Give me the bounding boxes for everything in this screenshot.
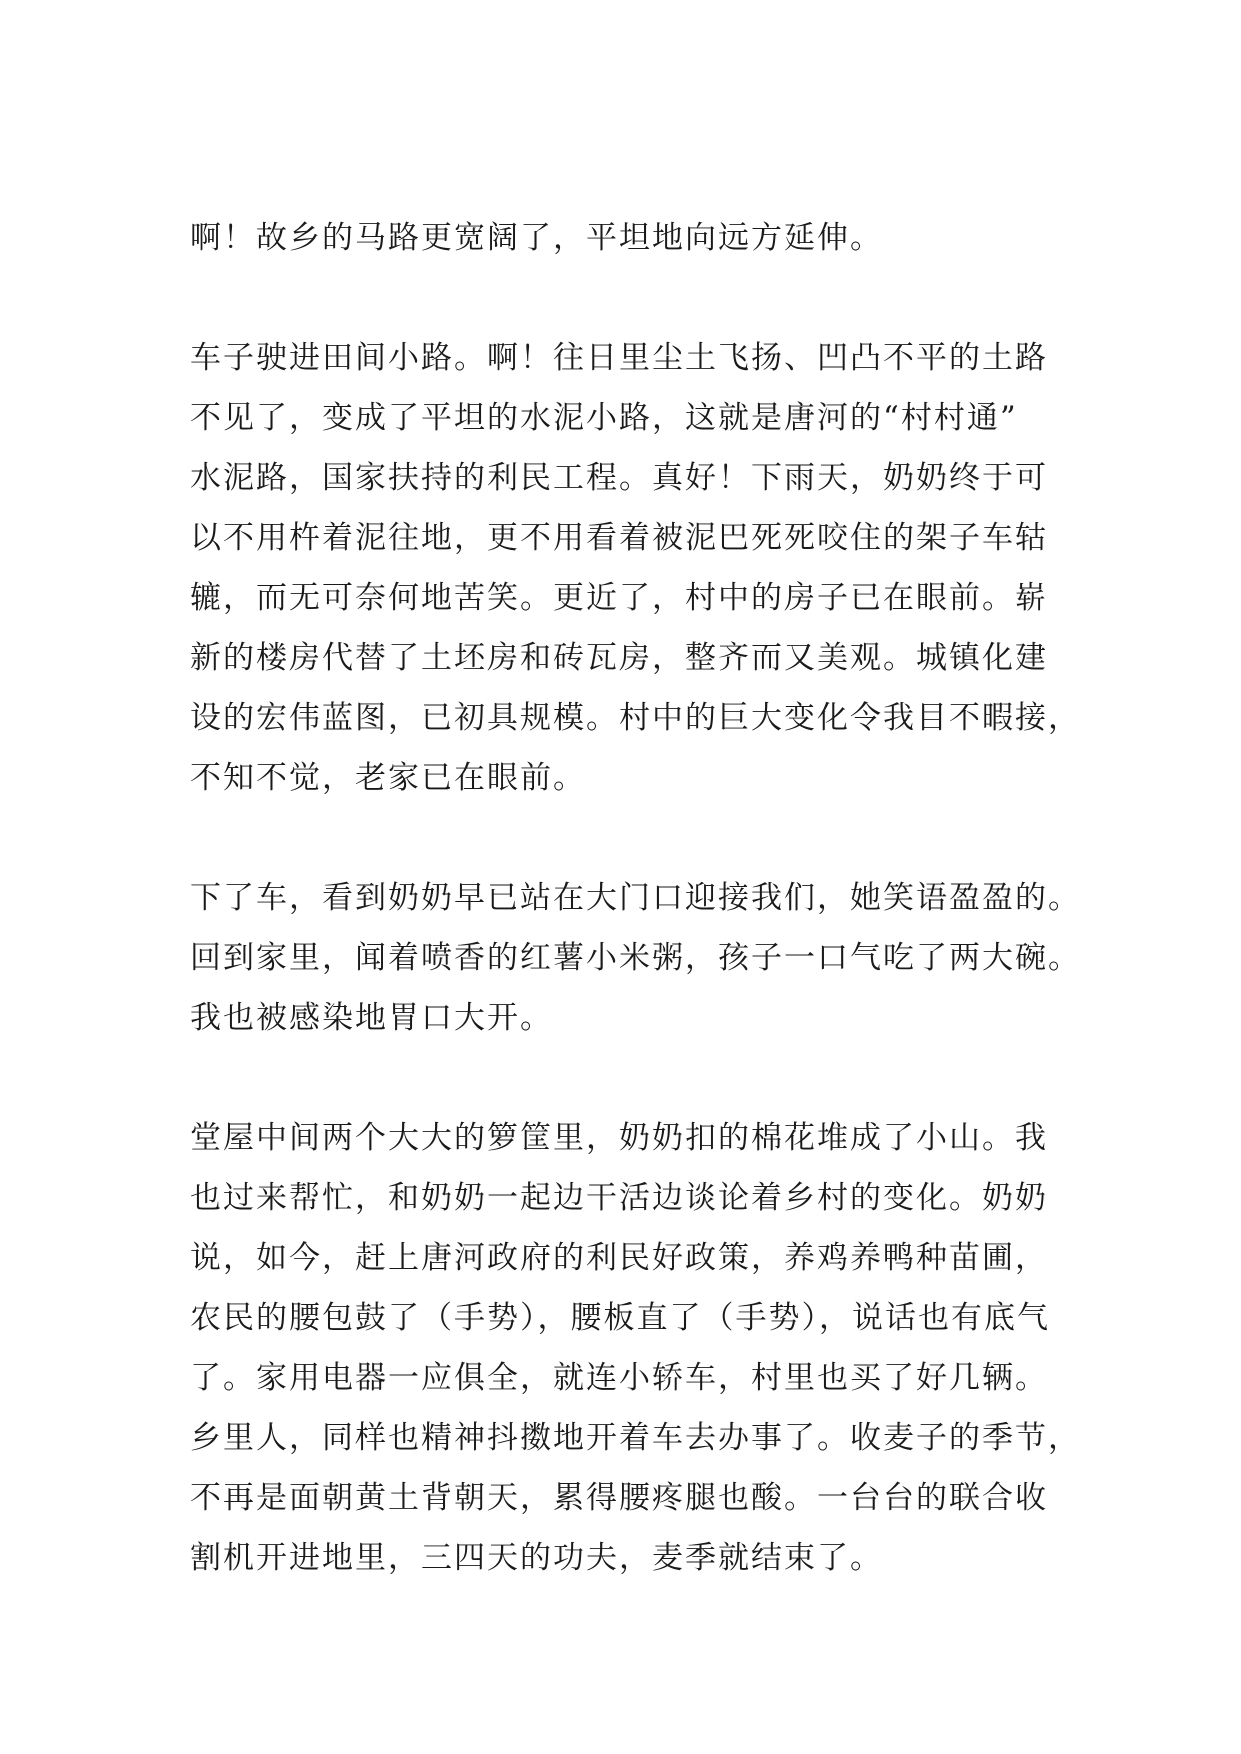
text-line: 说，如今，赶上唐河政府的利民好政策，养鸡养鸭种苗圃， <box>190 1240 1048 1276</box>
text-line: 不再是面朝黄土背朝天，累得腰疼腿也酸。一台台的联合收 <box>190 1480 1048 1516</box>
paragraph-4 <box>190 1108 1081 1588</box>
text-line: 割机开进地里，三四天的功夫，麦季就结束了。 <box>190 1540 883 1576</box>
text-line: 新的楼房代替了土坯房和砖瓦房，整齐而又美观。城镇化建 <box>190 640 1048 676</box>
text-line: 也过来帮忙，和奶奶一起边干活边谈论着乡村的变化。奶奶 <box>190 1180 1048 1216</box>
text-line: 水泥路，国家扶持的利民工程。真好！下雨天，奶奶终于可 <box>190 460 1048 496</box>
text-line: 辘，而无可奈何地苦笑。更近了，村中的房子已在眼前。崭 <box>190 580 1048 616</box>
text-line: 了。家用电器一应俱全，就连小轿车，村里也买了好几辆。 <box>190 1360 1048 1396</box>
text-line: 回到家里，闻着喷香的红薯小米粥，孩子一口气吃了两大碗。 <box>190 940 1081 976</box>
paragraph-1 <box>190 208 1050 268</box>
text-line: 不知不觉，老家已在眼前。 <box>190 760 586 796</box>
text-line: 农民的腰包鼓了（手势），腰板直了（手势），说话也有底气 <box>190 1300 1050 1336</box>
text-line: 以不用杵着泥往地，更不用看着被泥巴死死咬住的架子车轱 <box>190 520 1048 556</box>
text-line: 车子驶进田间小路。啊！往日里尘土飞扬、凹凸不平的土路 <box>190 340 1048 376</box>
text-line: 啊！故乡的马路更宽阔了，平坦地向远方延伸。 <box>190 220 883 256</box>
text-line: 乡里人，同样也精神抖擞地开着车去办事了。收麦子的季节， <box>190 1420 1081 1456</box>
paragraph-2 <box>190 328 1081 808</box>
text-line: 堂屋中间两个大大的箩筐里，奶奶扣的棉花堆成了小山。我 <box>190 1120 1048 1156</box>
paragraph-3 <box>190 868 1081 1048</box>
text-line: 我也被感染地胃口大开。 <box>190 1000 553 1036</box>
text-line: 不见了，变成了平坦的水泥小路，这就是唐河的“村村通” <box>190 400 1018 436</box>
document-body <box>190 208 1081 1648</box>
text-line: 设的宏伟蓝图，已初具规模。村中的巨大变化令我目不暇接， <box>190 700 1081 736</box>
text-line: 下了车，看到奶奶早已站在大门口迎接我们，她笑语盈盈的。 <box>190 880 1081 916</box>
